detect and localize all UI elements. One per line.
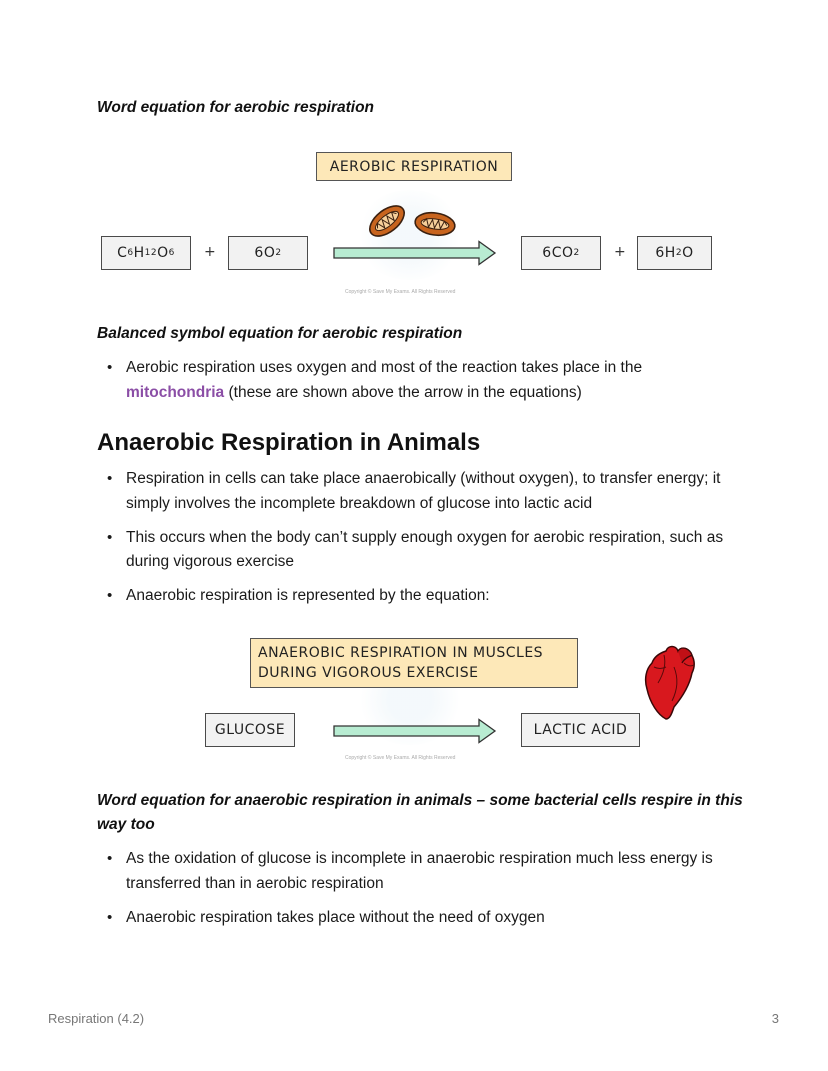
plus-sign-2: + [614,244,626,260]
water-o: O [682,245,694,261]
glucose-box: GLUCOSE [205,713,295,747]
reaction-arrow-icon [333,240,497,266]
energy-bullet-list [97,847,747,930]
formula-o-subscript: 6 [168,248,175,258]
list-item: • As the oxidation of glucose is incomplete in anaerobic respiration much less energy is transferred than in aerobic respiration [97,847,747,896]
anaerobic-word-equation-caption: Word equation for anaerobic respiration in animals – some bacterial cells respire in this way too [97,792,743,833]
anaerobic-bullet-list [97,467,747,609]
footer-topic: Respiration (4.2) [48,1011,145,1026]
reaction-arrow-icon [333,718,497,744]
formula-h-subscript: 12 [144,248,158,258]
formula-h: H [133,245,145,261]
formula-c: C [117,245,128,261]
list-item: • Respiration in cells can take place anaerobically (without oxygen), to transfer energy; it simply involves the incomplete breakdown of glucose into lactic acid [97,467,747,516]
anaerobic-title-line2: DURING VIGOROUS EXERCISE [258,665,479,681]
mitochondria-icon [368,198,460,244]
carbon-dioxide-formula-box [521,236,601,270]
water-subscript: 2 [675,248,683,258]
oxygen-text: 6O [254,245,276,261]
heart-icon [644,643,698,723]
glucose-formula-box [101,236,191,270]
aerobic-bullet-list [97,356,737,405]
bullet-text-after: (these are shown above the arrow in the equations) [224,383,582,401]
formula-o: O [157,245,169,261]
plus-sign-1: + [204,244,216,260]
page-number: 3 [771,1011,779,1026]
copyright-notice-2: Copyright © Save My Exams. All Rights Reserved [345,755,456,761]
balanced-equation-caption: Balanced symbol equation for aerobic respiration [97,325,463,342]
lactic-acid-box: LACTIC ACID [521,713,640,747]
anaerobic-title-box [250,638,578,688]
anaerobic-title-line1: ANAEROBIC RESPIRATION IN MUSCLES [258,645,544,661]
aerobic-respiration-title-box: AEROBIC RESPIRATION [316,152,512,181]
list-item: • This occurs when the body can’t supply enough oxygen for aerobic respiration, such as during vigorous exercise [97,526,747,575]
bullet-text-before: Aerobic respiration uses oxygen and most of the reaction takes place in the [126,359,643,376]
mitochondria-keyword: mitochondria [126,383,225,401]
water-formula-box [637,236,712,270]
co2-text: 6CO [542,245,574,261]
copyright-notice-1: Copyright © Save My Exams. All Rights Reserved [345,289,456,295]
section-heading: Anaerobic Respiration in Animals [97,429,481,456]
oxygen-formula-box [228,236,308,270]
co2-subscript: 2 [573,248,580,258]
water-h: 6H [655,245,676,261]
formula-c-subscript: 6 [127,248,134,258]
oxygen-subscript: 2 [275,248,282,258]
list-item [97,356,737,405]
list-item: • Anaerobic respiration takes place without the need of oxygen [97,906,747,931]
aerobic-word-equation-caption: Word equation for aerobic respiration [97,99,375,116]
list-item: • Anaerobic respiration is represented by the equation: [97,584,747,609]
